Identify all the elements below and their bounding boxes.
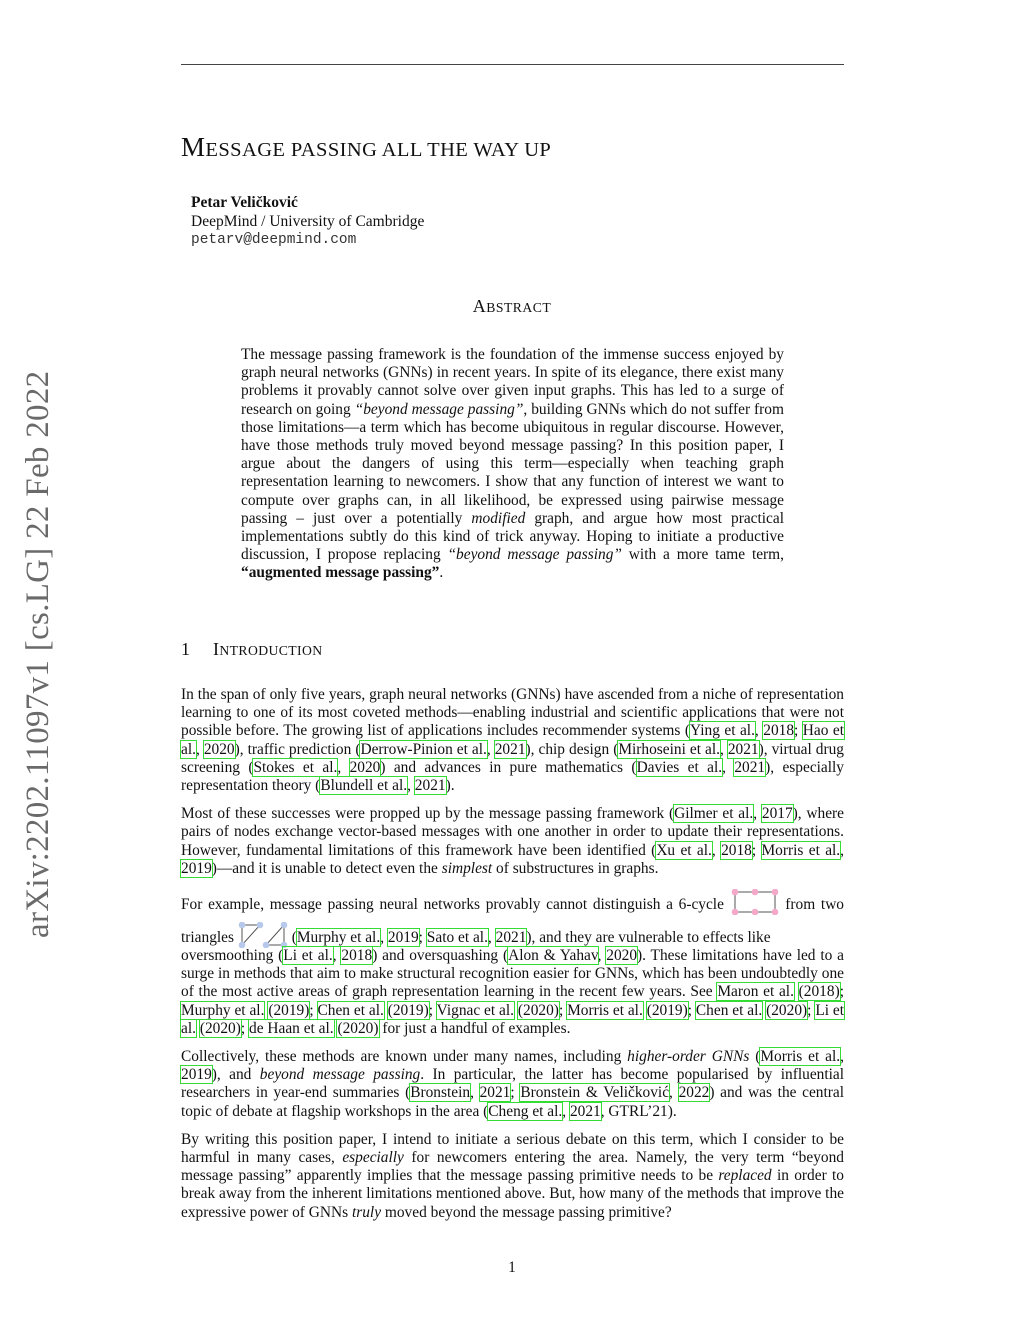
text: in order to break away from the inherent limitations mentioned above. But, how many of the methods that improve the expressive power of GNNs	[181, 1167, 844, 1221]
text: ,	[719, 740, 728, 758]
paragraph-6	[181, 1131, 844, 1222]
title-lead-letter: M	[181, 132, 206, 162]
abstract-body	[241, 346, 784, 583]
citation-link[interactable]: 2022	[678, 1084, 710, 1102]
text: ,	[753, 805, 762, 823]
citation-link[interactable]: (2020)	[517, 1001, 559, 1019]
text: ;	[751, 841, 762, 859]
text: . In particular, the latter has become popularised by influential researchers in year-end summaries (	[181, 1066, 845, 1102]
author-email: petarv@deepmind.com	[191, 232, 357, 248]
text: for newcomers entering the area. Namely, the very term “beyond message passing” apparently implies that the message passing primitive needs to be	[181, 1149, 844, 1185]
text: ,	[722, 758, 735, 776]
paragraph-4	[181, 947, 844, 1038]
citation-link[interactable]: Chen et al.	[317, 1001, 384, 1019]
citation-link[interactable]: 2019	[181, 1066, 212, 1084]
text: ), and they are vulnerable to effects like	[526, 929, 771, 947]
text: moved beyond the message passing primitive?	[381, 1203, 672, 1221]
emphasis: especially	[342, 1149, 404, 1167]
citation-link[interactable]: de Haan et al.	[249, 1019, 334, 1037]
text: (	[287, 929, 297, 947]
text: ,	[840, 1048, 844, 1066]
citation-link[interactable]: Chen et al.	[695, 1001, 763, 1019]
text: graph, and argue how most practical implementations subtly do this kind of trick anyway. Hoping to initiate a productive discussion, I propose replacing	[241, 509, 784, 564]
author-affiliation: DeepMind / University of Cambridge	[191, 213, 425, 230]
emphasis: “beyond message passing”	[354, 400, 524, 418]
text: Most of these successes were propped up by the message passing framework (	[181, 805, 675, 823]
text: ;	[428, 1001, 437, 1019]
citation-link[interactable]: Mirhoseini et al.	[618, 740, 720, 758]
citation-link[interactable]: 2021	[479, 1084, 511, 1102]
abstract-heading	[0, 296, 1024, 317]
text: oversmoothing (	[181, 947, 284, 965]
citation-link[interactable]: Morris et al.	[760, 1048, 841, 1066]
citation-link[interactable]: 2019	[387, 929, 419, 947]
citation-link[interactable]: Sato et al.	[426, 929, 488, 947]
text: )—and it is unable to detect even the	[211, 859, 442, 877]
text: For example, message passing neural networks provably cannot distinguish a 6-cycle	[181, 896, 730, 914]
emphasis: higher-order GNNs	[627, 1048, 750, 1066]
citation-link[interactable]: 2020	[606, 947, 638, 965]
citation-link[interactable]: (2019)	[646, 1001, 688, 1019]
text: ,	[407, 777, 415, 795]
text: .	[439, 564, 444, 582]
text: with a more tame term,	[621, 546, 784, 564]
citation-link[interactable]: Bronstein	[410, 1084, 471, 1102]
arxiv-identifier-stamp: arXiv:2202.11097v1 [cs.LG] 22 Feb 2022	[20, 370, 56, 938]
emphasis: modified	[471, 509, 526, 527]
citation-link[interactable]: Vignac et al.	[436, 1001, 514, 1019]
citation-link[interactable]: (2019)	[387, 1001, 429, 1019]
citation-link[interactable]: Murphy et al.	[296, 929, 381, 947]
citation-link[interactable]: 2021	[495, 929, 527, 947]
text: ), virtual drug screening (	[181, 740, 844, 776]
text: ,	[669, 1084, 679, 1102]
abstract-heading-rest: BSTRACT	[486, 300, 552, 315]
text: ;	[309, 1001, 318, 1019]
paper-title	[181, 132, 551, 163]
text: ,	[754, 722, 764, 740]
text: ), especially representation theory (	[181, 758, 845, 795]
citation-link[interactable]: 2021	[494, 740, 526, 758]
citation-link[interactable]: Li et al.	[283, 947, 333, 965]
text: for just a handful of examples.	[378, 1019, 571, 1037]
citation-link[interactable]: 2020	[203, 740, 235, 758]
text: , GTRL’21).	[600, 1102, 677, 1120]
text: ;	[687, 1001, 696, 1019]
section-number: 1	[181, 639, 191, 659]
emphasis: replaced	[718, 1167, 772, 1185]
text: ).	[445, 777, 455, 795]
citation-link[interactable]: Morris et al.	[567, 1001, 643, 1019]
citation-link[interactable]: Davies et al.	[636, 758, 723, 776]
bold-term: “augmented message passing”	[241, 564, 440, 582]
text: ) and oversquashing (	[372, 947, 509, 965]
citation-link[interactable]: Gilmer et al.	[674, 805, 754, 823]
text: ,	[711, 841, 722, 859]
citation-link[interactable]: 2021	[414, 777, 446, 795]
citation-link[interactable]: 2020	[349, 758, 381, 776]
citation-link[interactable]: 2021	[727, 740, 759, 758]
text: ;	[807, 1001, 816, 1019]
two-triangles-graph-icon	[238, 922, 288, 948]
text: ,	[195, 740, 204, 758]
text: of substructures in graphs.	[492, 859, 659, 877]
citation-link[interactable]: Morris et al.	[761, 841, 841, 859]
citation-link[interactable]: 2021	[734, 758, 766, 776]
text: ,	[840, 841, 845, 859]
text: ), and	[211, 1066, 260, 1084]
text: ,	[597, 947, 607, 965]
citation-link[interactable]: Li et al.	[181, 1001, 844, 1037]
paragraph-1	[181, 686, 844, 795]
text: (	[749, 1048, 761, 1066]
citation-link[interactable]: 2019	[181, 859, 212, 877]
citation-link[interactable]: Stokes et al.	[253, 758, 338, 776]
text: ,	[337, 758, 350, 776]
abstract-heading-lead: A	[472, 296, 487, 316]
text: ,	[380, 929, 388, 947]
citation-link[interactable]: (2018)	[798, 983, 840, 1001]
emphasis: “beyond message passing”	[447, 546, 622, 564]
text: ;	[794, 722, 803, 740]
citation-link[interactable]: (2019)	[268, 1001, 310, 1019]
citation-link[interactable]: Murphy et al.	[181, 1001, 265, 1019]
top-rule	[181, 64, 844, 65]
citation-link[interactable]: 2017	[761, 805, 793, 823]
section-heading-introduction	[181, 639, 323, 660]
citation-link[interactable]: Ying et al.	[689, 722, 755, 740]
text: ;	[418, 929, 427, 947]
text: ), where pairs of nodes exchange vector-based messages with one another in order to update their representations. However, fundamental limitations of this framework have been identified (	[181, 805, 844, 859]
paragraph-5	[181, 1048, 844, 1121]
text: The message passing framework is the foundation of the immense success enjoyed by graph neural networks (GNNs) in recent years. In spite of its elegance, there exist many problems it provably cannot solve over given input graphs. This has led to a surge of research on going	[241, 346, 784, 418]
page-number: 1	[508, 1259, 516, 1276]
section-heading-lead: I	[213, 639, 220, 659]
text: ,	[562, 1102, 570, 1120]
citation-link[interactable]: Hao et al.	[181, 722, 844, 758]
citation-link[interactable]: (2020)	[337, 1019, 379, 1037]
citation-link[interactable]: Derrow-Pinion et al.	[360, 740, 487, 758]
citation-link[interactable]: (2020)	[766, 1001, 808, 1019]
author-block	[191, 193, 424, 250]
emphasis: truly	[351, 1203, 382, 1221]
text: ,	[470, 1084, 480, 1102]
emphasis: beyond message passing	[259, 1066, 421, 1084]
text: ), traffic prediction (	[234, 740, 361, 758]
citation-link[interactable]: Alon & Yahav	[508, 947, 598, 965]
text: ). These limitations have led to a surge in methods that aim to make structural recognition easier for GNNs, which has been undoubtedly one of the most active areas of graph representation learning in the recent few years. See	[181, 947, 844, 1001]
citation-link[interactable]: 2018	[763, 722, 795, 740]
text: ) and advances in pure mathematics (	[380, 758, 637, 776]
citation-link[interactable]: 2018	[341, 947, 373, 965]
citation-link[interactable]: 2018	[721, 841, 752, 859]
text: ,	[486, 740, 495, 758]
citation-link[interactable]: Blundell et al.	[320, 777, 408, 795]
text: ;	[839, 983, 844, 1001]
text: ;	[510, 1084, 521, 1102]
citation-link[interactable]: Xu et al.	[656, 841, 712, 859]
text: Collectively, these methods are known under many names, including	[181, 1048, 628, 1066]
paragraph-2	[181, 805, 844, 878]
emphasis: simplest	[441, 859, 493, 877]
introduction-body	[181, 686, 844, 1232]
paragraph-3	[181, 888, 844, 954]
citation-link[interactable]: Cheng et al.	[488, 1102, 563, 1120]
citation-link[interactable]: (2020)	[199, 1019, 241, 1037]
citation-link[interactable]: Bronstein & Veličković	[520, 1084, 670, 1102]
author-name: Petar Veličković	[191, 194, 298, 211]
citation-link[interactable]: Maron et al.	[717, 983, 794, 1001]
text: ), chip design (	[525, 740, 619, 758]
text: from two triangles	[181, 896, 845, 947]
text: ,	[332, 947, 342, 965]
text: ;	[240, 1019, 249, 1037]
title-rest: ESSAGE PASSING ALL THE WAY UP	[205, 139, 552, 161]
section-heading-rest: NTRODUCTION	[219, 643, 323, 658]
text: By writing this position paper, I intend to initiate a serious debate on this term, which I consider to be harmful in many cases,	[181, 1130, 844, 1167]
text: In the span of only five years, graph neural networks (GNNs) have ascended from a niche of representation learning to one of its most coveted methods—enabling industrial and scientific applications that were not possible before. The growing list of applications includes recommender systems (	[181, 686, 844, 740]
text	[794, 983, 799, 1000]
text: ) and was the central topic of debate at flagship workshops in the area (	[181, 1084, 845, 1120]
text: ,	[487, 929, 496, 947]
citation-link[interactable]: 2021	[569, 1102, 601, 1120]
text: ;	[558, 1001, 568, 1019]
text: , building GNNs which do not suffer from those limitations—a term which has become ubiquitous in regular discourse. However, have those methods truly moved beyond message passing? In this position paper, I argue about the dangers of using this term—especially when teaching graph representation learning to newcomers. I show that any function of interest we want to compute over graphs can, in all likelihood, be expressed using pairwise message passing – just over a potentially	[241, 400, 784, 527]
six-cycle-graph-icon	[730, 889, 780, 915]
